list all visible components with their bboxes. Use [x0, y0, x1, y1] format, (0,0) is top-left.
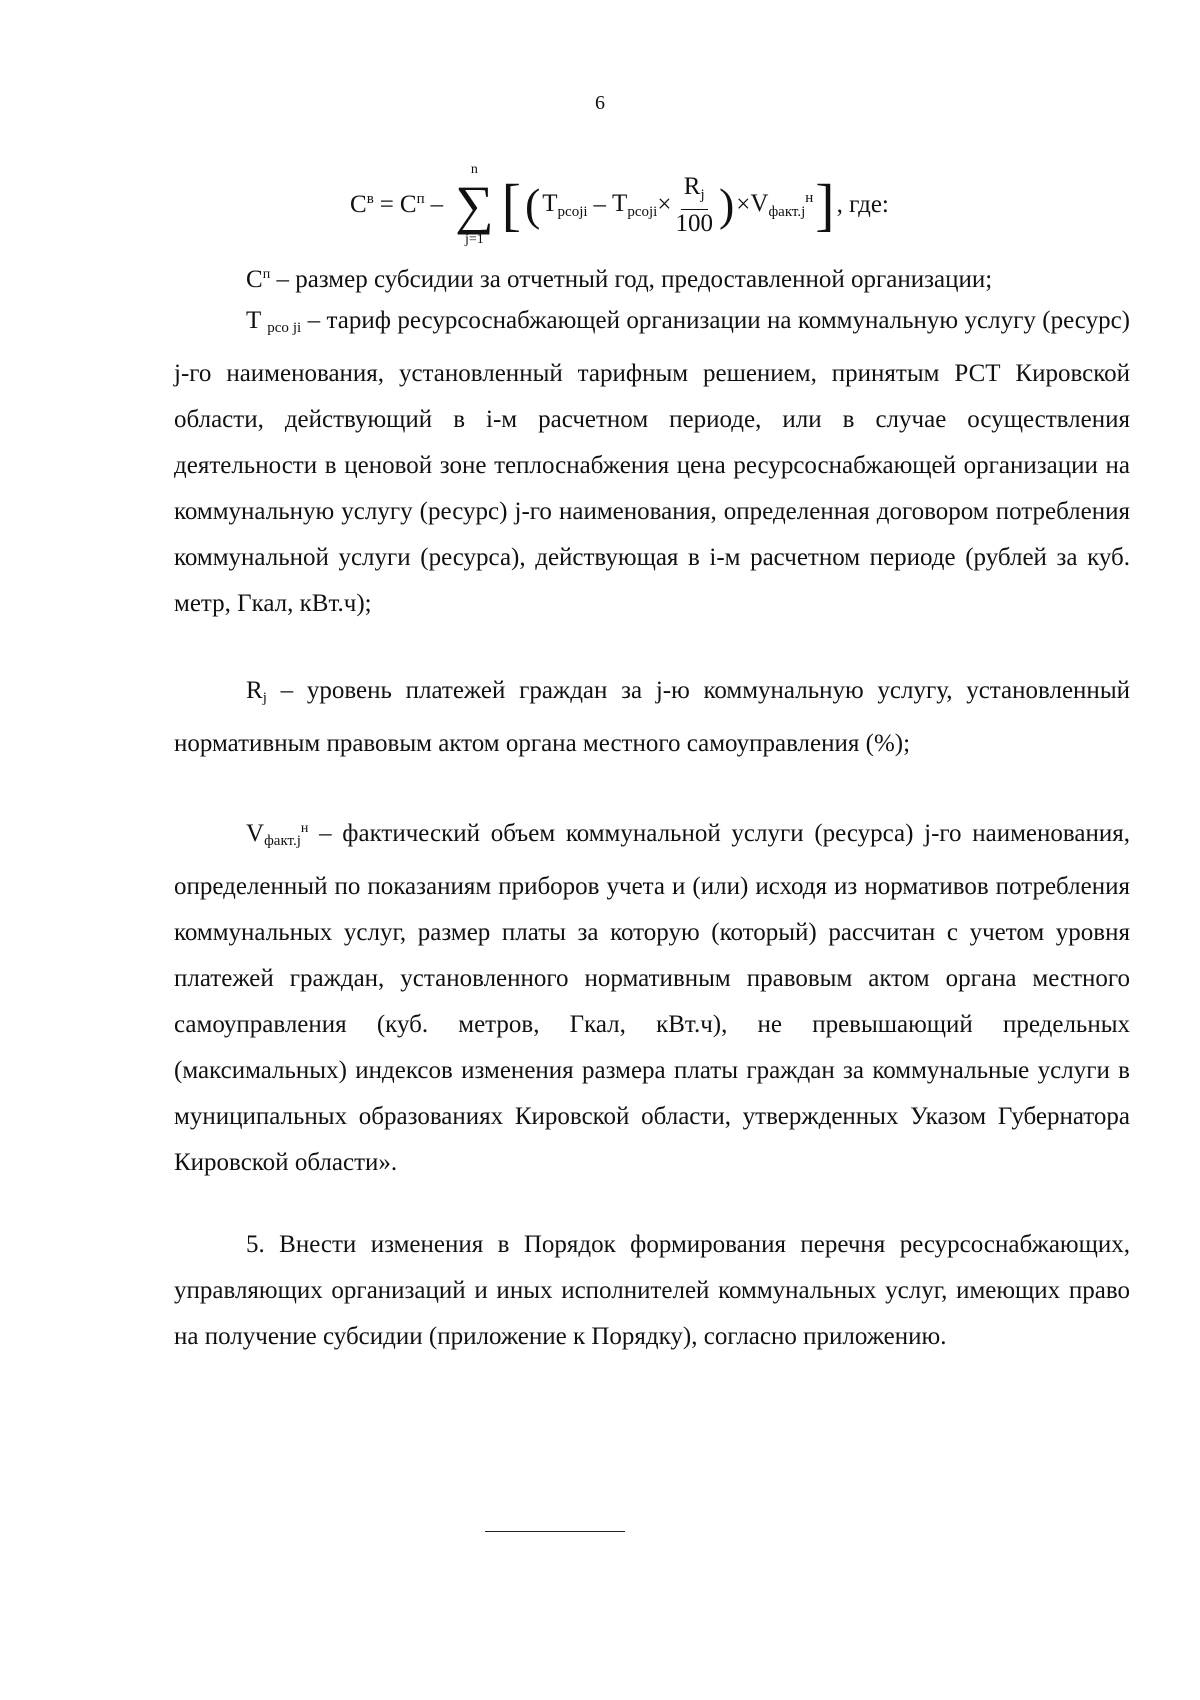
variable-subscript: факт.j — [264, 833, 301, 849]
definition-text: – уровень платежей граждан за j-ю коммунальную услугу, установленный нормативным правовым актом органа местного самоуправления (%); — [174, 677, 1130, 757]
formula-times: × — [736, 191, 751, 218]
sum-operator — [455, 162, 494, 248]
variable-symbol: C — [246, 266, 263, 293]
formula-tariff-2 — [612, 190, 657, 221]
fraction-numerator — [681, 173, 708, 210]
formula-minus: – — [593, 191, 607, 218]
formula-superscript: п — [416, 191, 425, 207]
formula-superscript: н — [805, 189, 814, 206]
item-5-text: 5. Внести изменения в Порядок формирования перечня ресурсоснабжающих, управляющих организаций и иных исполнителей коммунальных услуг, имеющих право на получение субсидии (приложение к Порядку), согласно приложению. — [174, 1231, 1130, 1350]
formula-volume — [750, 190, 813, 221]
variable-symbol: V — [246, 820, 265, 847]
formula-subscript: j — [700, 186, 705, 203]
page-number: 6 — [595, 92, 605, 114]
formula-subscript: факт.j — [768, 203, 806, 220]
formula-symbol: T — [542, 189, 558, 217]
definition-text: – размер субсидии за отчетный год, предоставленной организации; — [270, 266, 993, 293]
left-square-bracket-icon: [ — [501, 172, 521, 237]
sum-upper-limit: n — [470, 162, 478, 177]
definition-volume — [174, 806, 1130, 1186]
variable-symbol: R — [246, 677, 263, 704]
formula-minus: – — [430, 191, 444, 218]
item-5-paragraph — [174, 1222, 1130, 1360]
formula-symbol: C — [350, 191, 367, 218]
formula-subscript: рсоji — [557, 203, 588, 220]
closing-rule — [485, 1531, 625, 1532]
variable-subscript: рсо ji — [267, 320, 302, 336]
sum-lower-limit: j=1 — [464, 232, 484, 247]
formula-subscript: рсоji — [627, 203, 658, 220]
definition-cp — [174, 252, 1130, 303]
formula-rhs — [400, 191, 425, 219]
sigma-icon: ∑ — [455, 175, 494, 235]
definition-text: – фактический объем коммунальной услуги (ресурса) j-го наименования, определенный по показаниям приборов учета и (или) исходя из нормативов потребления коммунальных услуг, размер платы за которую (который) рассчитан с учетом уровня платежей граждан, установленного нормативным правовым актом органа местного самоуправления (куб. метров, Гкал, кВт.ч), не превышающий предельных (максимальных) индексов изменения размера платы граждан за коммунальные услуги в муниципальных образованиях Кировской области, утвержденных Указом Губернатора Кировской области». — [174, 820, 1130, 1176]
formula-symbol: C — [399, 191, 417, 218]
formula-lhs — [350, 191, 374, 219]
fraction-denominator: 100 — [675, 209, 713, 237]
right-square-bracket-icon: ] — [815, 172, 835, 237]
formula-tariff-1 — [542, 190, 587, 221]
left-paren-icon: ( — [524, 179, 541, 230]
formula-symbol: T — [612, 189, 628, 217]
definition-text: – тариф ресурсоснабжающей организации на коммунальную услугу (ресурс) j-го наименования, установленный тарифным решением, принятым РСТ Кировской области, действующий в i-м расчетном периоде, или в случае осуществления деятельности в ценовой зоне теплоснабжения цена ресурсоснабжающей организации на коммунальную услугу (ресурс) j-го наименования, определенная договором потребления коммунальной услуги (ресурса), действующая в i-м расчетном периоде (рублей за куб. метр, Гкал, кВт.ч); — [174, 307, 1131, 617]
right-paren-icon: ) — [718, 179, 735, 230]
variable-symbol: T — [246, 307, 268, 334]
variable-superscript: п — [262, 267, 271, 282]
formula-symbol: R — [683, 172, 701, 200]
formula-symbol: V — [750, 189, 769, 217]
definition-tariff — [174, 298, 1130, 627]
formula-superscript: в — [366, 191, 374, 207]
formula-times: × — [657, 191, 672, 218]
variable-superscript: н — [300, 821, 309, 836]
formula-where: , где: — [836, 191, 889, 218]
variable-subscript: j — [262, 690, 267, 706]
subsidy-formula — [350, 150, 889, 260]
definition-payment-level — [174, 668, 1130, 767]
formula-fraction — [675, 173, 713, 238]
formula-equals: = — [379, 191, 394, 218]
